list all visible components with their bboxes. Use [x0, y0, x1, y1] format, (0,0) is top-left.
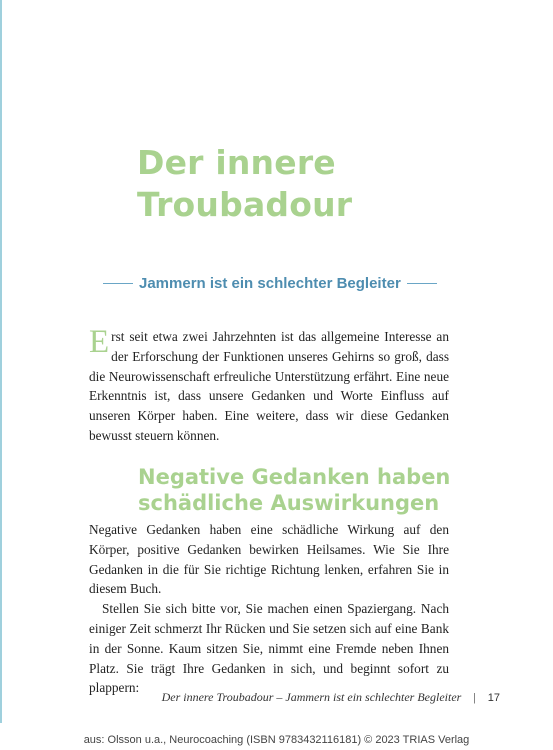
section-body	[89, 520, 449, 698]
section-heading	[138, 464, 468, 516]
intro-text: rst seit etwa zwei Jahrzehnten ist das allgemeine Interesse an der Erforschung der Funktionen unseres Gehirns so groß, dass die Neurowissenschaft erfreuliche Unterstützung erfährt. Eine neue Erkenntnis ist, dass unsere Gedanken und Worte Einfluss auf unseren Körper haben. Eine weitere, dass wir diese Gedanken bewusst steuern können.	[89, 329, 449, 443]
chapter-title-line-2: Troubadour	[137, 185, 353, 224]
subtitle-rule-left	[103, 283, 133, 285]
running-footer	[160, 690, 500, 705]
subtitle-rule-right	[407, 283, 437, 285]
footer-separator: |	[473, 690, 476, 704]
chapter-title	[137, 142, 517, 226]
chapter-subtitle-row	[103, 275, 428, 292]
section-heading-line-2: schädliche Auswirkungen	[138, 491, 440, 515]
chapter-subtitle: Jammern ist ein schlechter Begleiter	[139, 275, 401, 292]
body-paragraph-1: Negative Gedanken haben eine schädliche Wirkung auf den Körper, positive Gedanken bewirken Heilsames. Wie Sie Ihre Gedanken in die für Sie richtige Richtung lenken, erfahren Sie in diesem Buch.	[89, 522, 449, 597]
running-footer-title: Der innere Troubadour – Jammern ist ein schlechter Begleiter	[161, 690, 462, 704]
page-number: 17	[487, 691, 500, 704]
intro-paragraph	[89, 324, 449, 446]
source-citation: aus: Olsson u.a., Neurocoaching (ISBN 9783432116181) © 2023 TRIAS Verlag	[83, 734, 470, 746]
drop-cap: E	[89, 324, 110, 360]
section-heading-line-1: Negative Gedanken haben	[138, 465, 451, 489]
body-paragraph-2: Stellen Sie sich bitte vor, Sie machen einen Spaziergang. Nach einiger Zeit schmerzt Ihr Rücken und Sie setzen sich auf eine Bank in der Sonne. Kaum sitzen Sie, nimmt eine Fremde neben Ihnen Platz. Sie trägt Ihre Gedanken in sich, und beginnt sofort zu plappern:	[89, 601, 449, 696]
chapter-title-line-1: Der innere	[137, 143, 336, 182]
